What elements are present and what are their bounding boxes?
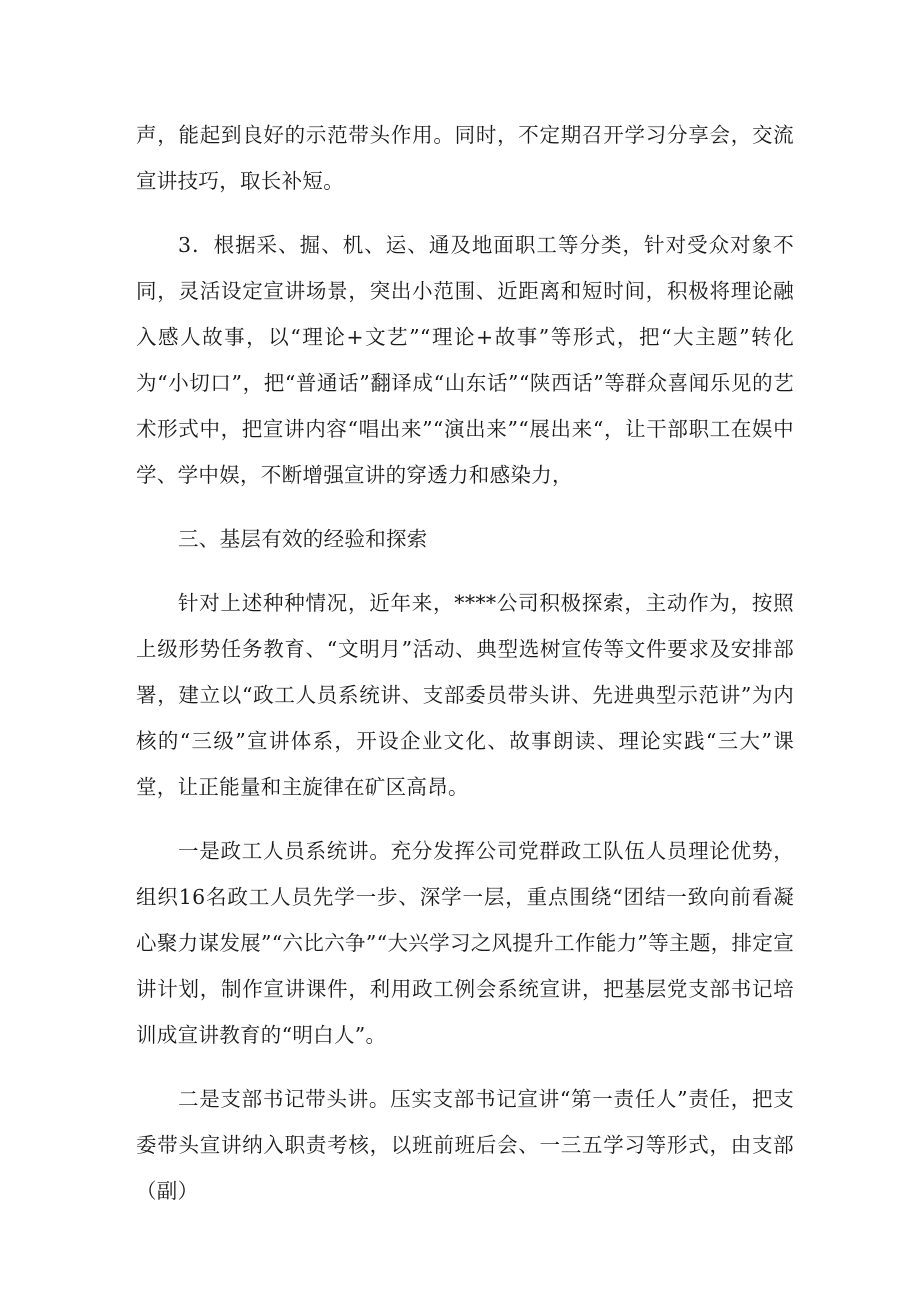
paragraph-item-3: 3．根据采、掘、机、运、通及地面职工等分类，针对受众对象不同，灵活设定宣讲场景，突出小范围、近距离和短时间，积极将理论融入感人故事，以“理论+文艺”“理论+故事”等形式，把“大主题”转化为“小切口”，把“普通话”翻译成“山东话”“陕西话”等群众喜闻乐见的艺术形式中，把宣讲内容“唱出来”“演出来”“展出来“，让干部职工在娱中学、学中娱，不断增强宣讲的穿透力和感染力， bbox=[136, 233, 794, 487]
paragraph-continuation: 声，能起到良好的示范带头作用。同时，不定期召开学习分享会，交流宣讲技巧，取长补短。 bbox=[136, 123, 794, 193]
paragraph-political-staff: 一是政工人员系统讲。充分发挥公司党群政工队伍人员理论优势，组织16名政工人员先学一步、深学一层，重点围绕“团结一致向前看凝心聚力谋发展”“六比六争”“大兴学习之风提升工作能力”等主题，排定宣讲计划，制作宣讲课件，利用政工例会系统宣讲，把基层党支部书记培训成宣讲教育的“明白人”。 bbox=[136, 839, 794, 1047]
paragraph-overview: 针对上述种种情况，近年来，****公司积极探索，主动作为，按照上级形势任务教育、“文明月”活动、典型选树宣传等文件要求及安排部署，建立以“政工人员系统讲、支部委员带头讲、先进典型示范讲”为内核的“三级”宣讲体系，开设企业文化、故事朗读、理论实践“三大”课堂，让正能量和主旋律在矿区高昂。 bbox=[136, 591, 794, 799]
paragraph-branch-secretary: 二是支部书记带头讲。压实支部书记宣讲“第一责任人”责任，把支委带头宣讲纳入职责考核，以班前班后会、一三五学习等形式，由支部（副） bbox=[136, 1087, 794, 1203]
document-page bbox=[136, 112, 794, 1214]
section-heading: 三、基层有效的经验和探索 bbox=[178, 527, 428, 551]
